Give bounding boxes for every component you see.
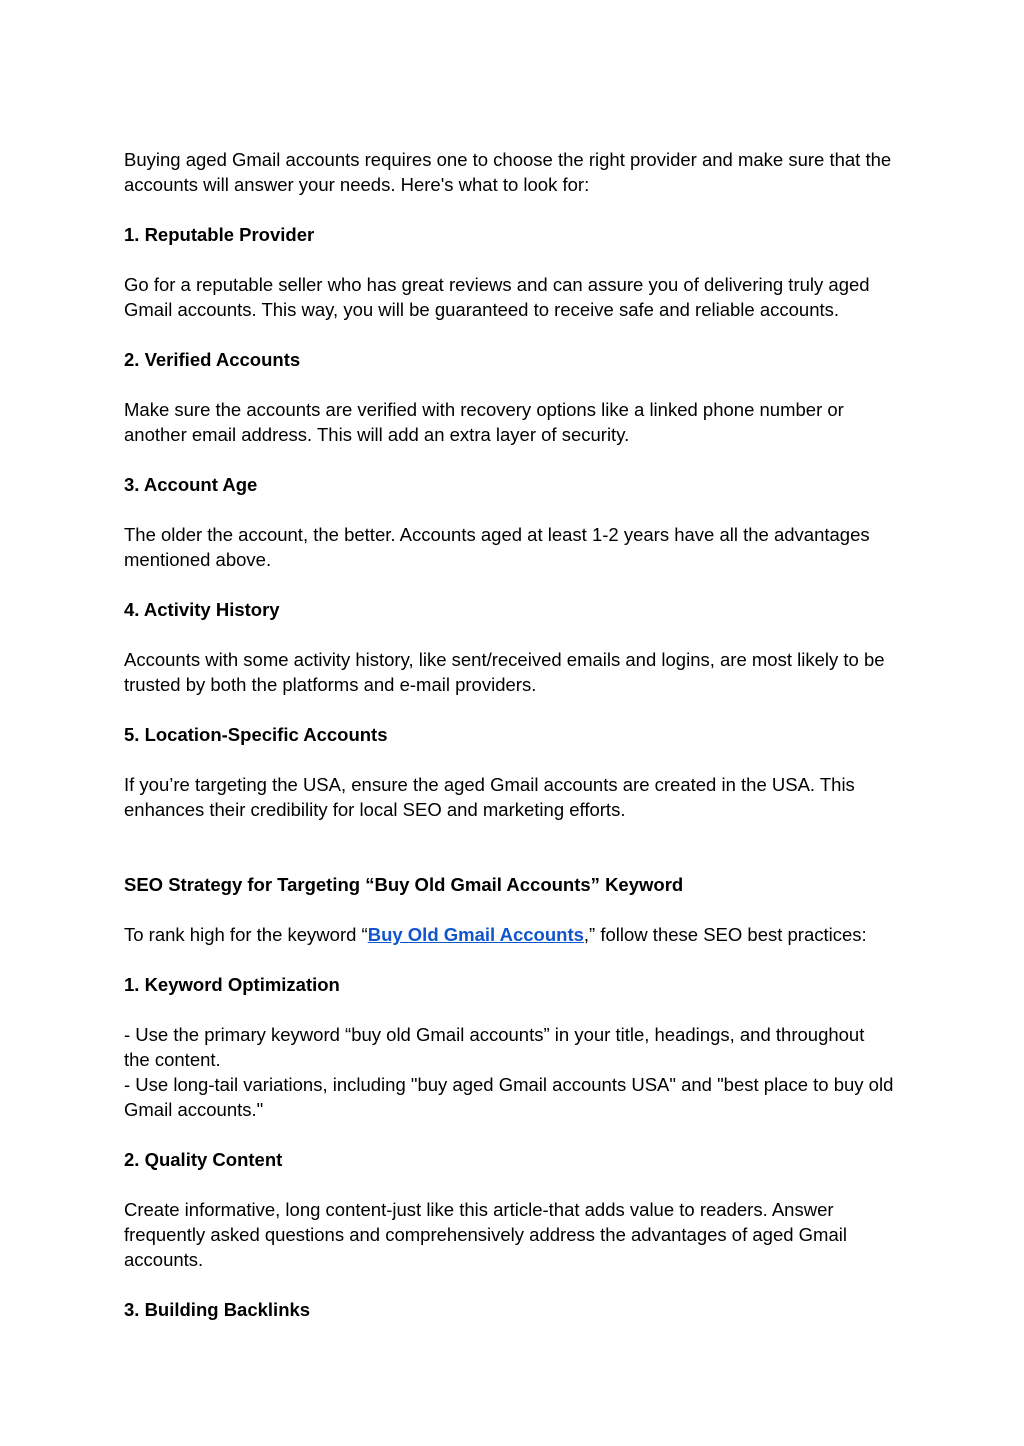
criteria-heading-5: 5. Location-Specific Accounts bbox=[124, 724, 388, 745]
criteria-heading-2: 2. Verified Accounts bbox=[124, 349, 301, 370]
criteria-heading-1: 1. Reputable Provider bbox=[124, 224, 315, 245]
seo-intro-paragraph bbox=[124, 922, 894, 947]
buy-old-gmail-accounts-link[interactable]: Buy Old Gmail Accounts bbox=[367, 924, 584, 945]
seo-step-heading-3: 3. Building Backlinks bbox=[124, 1299, 311, 1320]
intro-paragraph: Buying aged Gmail accounts requires one to choose the right provider and make sure that the accounts will answer your needs. Here's what to look for: bbox=[124, 149, 892, 195]
criteria-text-1: Go for a reputable seller who has great reviews and can assure you of delivering truly aged Gmail accounts. This way, you will be guaranteed to receive safe and reliable accounts. bbox=[124, 274, 870, 320]
criteria-text-5: If you’re targeting the USA, ensure the aged Gmail accounts are created in the USA. This enhances their credibility for local SEO and marketing efforts. bbox=[124, 774, 855, 820]
criteria-text-3: The older the account, the better. Accounts aged at least 1-2 years have all the advantages mentioned above. bbox=[124, 524, 870, 570]
criteria-heading-3: 3. Account Age bbox=[124, 474, 258, 495]
criteria-text-4: Accounts with some activity history, like sent/received emails and logins, are most likely to be trusted by both the platforms and e-mail providers. bbox=[124, 649, 885, 695]
seo-step-1-line-2: - Use long-tail variations, including "buy aged Gmail accounts USA" and "best place to buy old Gmail accounts." bbox=[124, 1074, 894, 1120]
criteria-text-2: Make sure the accounts are verified with recovery options like a linked phone number or another email address. This will add an extra layer of security. bbox=[124, 399, 844, 445]
seo-section-title: SEO Strategy for Targeting “Buy Old Gmail Accounts” Keyword bbox=[124, 874, 684, 895]
seo-step-text-2: Create informative, long content-just like this article-that adds value to readers. Answer frequently asked questions and comprehensively address the advantages of aged Gmail accounts. bbox=[124, 1199, 847, 1270]
seo-intro-before: To rank high for the keyword “ bbox=[124, 924, 368, 945]
seo-step-text-1 bbox=[124, 1022, 894, 1122]
seo-step-heading-1: 1. Keyword Optimization bbox=[124, 974, 340, 995]
seo-intro-after: ,” follow these SEO best practices: bbox=[583, 924, 867, 945]
seo-step-1-line-1: - Use the primary keyword “buy old Gmail accounts” in your title, headings, and throughout the content. bbox=[124, 1024, 865, 1070]
seo-step-heading-2: 2. Quality Content bbox=[124, 1149, 283, 1170]
criteria-heading-4: 4. Activity History bbox=[124, 599, 280, 620]
document-page bbox=[124, 147, 894, 1347]
